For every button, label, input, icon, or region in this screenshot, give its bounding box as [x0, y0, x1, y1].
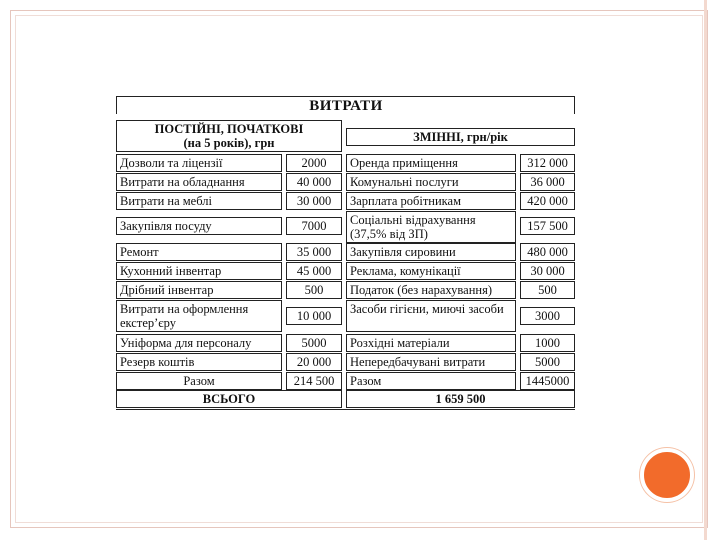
- grand-total-value: 1 659 500: [346, 390, 575, 408]
- variable-row-value: 30 000: [520, 262, 575, 280]
- variable-row-value: 312 000: [520, 154, 575, 172]
- fixed-row-value: 40 000: [286, 173, 342, 191]
- fixed-header-line1: ПОСТІЙНІ, ПОЧАТКОВІ: [154, 122, 304, 136]
- variable-row-label: Податок (без нарахування): [346, 281, 516, 299]
- variable-row-label: Реклама, комунікації: [346, 262, 516, 280]
- fixed-total-label: Разом: [116, 372, 282, 390]
- fixed-row-label: Витрати на оформлення екстер’єру: [116, 300, 282, 332]
- expenses-table: [116, 96, 576, 412]
- variable-header: ЗМІННІ, грн/рік: [346, 128, 575, 146]
- variable-row-label: Закупівля сировини: [346, 243, 516, 261]
- variable-row-label: Оренда приміщення: [346, 154, 516, 172]
- fixed-row-label: Витрати на меблі: [116, 192, 282, 210]
- variable-row-value: 1000: [520, 334, 575, 352]
- fixed-row-label: Кухонний інвентар: [116, 262, 282, 280]
- variable-row-label: Зарплата робітникам: [346, 192, 516, 210]
- fixed-row-value: 10 000: [286, 307, 342, 325]
- fixed-row-value: 500: [286, 281, 342, 299]
- variable-total-label: Разом: [346, 372, 516, 390]
- variable-row-value: 420 000: [520, 192, 575, 210]
- fixed-row-value: 20 000: [286, 353, 342, 371]
- fixed-row-label: Уніформа для персоналу: [116, 334, 282, 352]
- fixed-header: [116, 120, 342, 152]
- slide-accent-line: [704, 0, 707, 540]
- variable-row-label: Засоби гігієни, миючі засоби: [346, 300, 516, 332]
- fixed-row-value: 2000: [286, 154, 342, 172]
- fixed-row-label: Дозволи та ліцензії: [116, 154, 282, 172]
- fixed-row-label: Закупівля посуду: [116, 217, 282, 235]
- fixed-row-label: Дрібний інвентар: [116, 281, 282, 299]
- variable-row-value: 3000: [520, 307, 575, 325]
- fixed-total-value: 214 500: [286, 372, 342, 390]
- fixed-row-value: 7000: [286, 217, 342, 235]
- grand-total-label: ВСЬОГО: [116, 390, 342, 408]
- variable-row-value: 480 000: [520, 243, 575, 261]
- fixed-header-line2: (на 5 років), грн: [183, 136, 275, 150]
- variable-row-label: Розхідні матеріали: [346, 334, 516, 352]
- fixed-row-value: 5000: [286, 334, 342, 352]
- table-title: ВИТРАТИ: [309, 98, 383, 114]
- fixed-row-value: 45 000: [286, 262, 342, 280]
- fixed-row-label: Ремонт: [116, 243, 282, 261]
- fixed-row-label: Резерв коштів: [116, 353, 282, 371]
- fixed-row-value: 35 000: [286, 243, 342, 261]
- variable-total-value: 1445000: [520, 372, 575, 390]
- variable-row-value: 157 500: [520, 217, 575, 235]
- variable-row-label: Соціальні відрахування (37,5% від ЗП): [346, 211, 516, 243]
- variable-row-value: 36 000: [520, 173, 575, 191]
- table-bottom-border: [116, 409, 575, 410]
- fixed-row-value: 30 000: [286, 192, 342, 210]
- variable-row-value: 5000: [520, 353, 575, 371]
- orange-circle-decoration: [640, 448, 694, 502]
- variable-row-label: Комунальні послуги: [346, 173, 516, 191]
- variable-row-value: 500: [520, 281, 575, 299]
- fixed-row-label: Витрати на обладнання: [116, 173, 282, 191]
- variable-row-label: Непередбачувані витрати: [346, 353, 516, 371]
